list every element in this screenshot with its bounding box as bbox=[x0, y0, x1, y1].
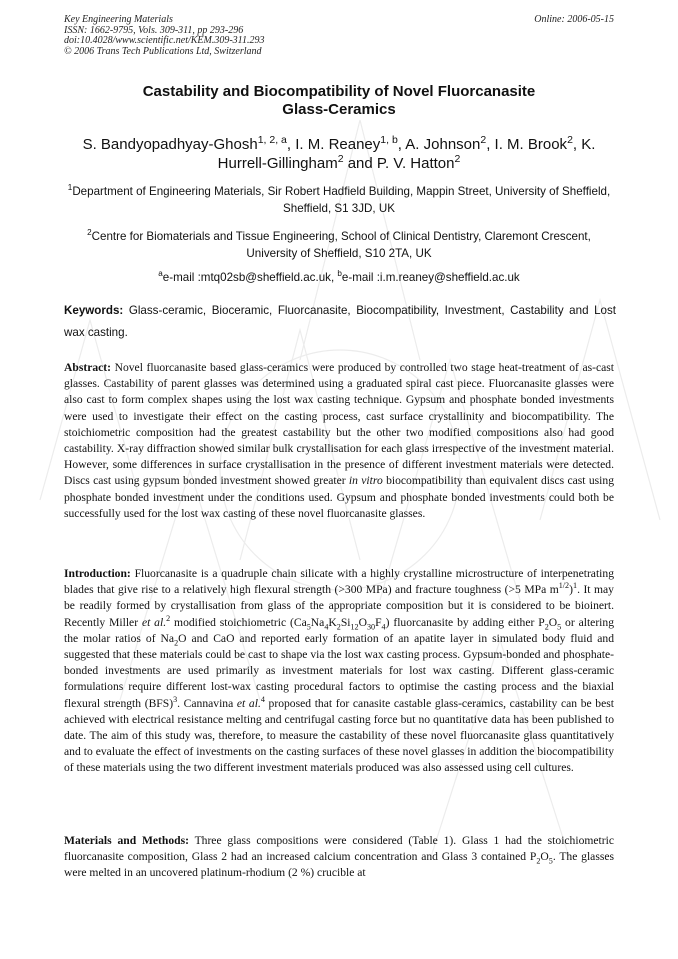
keywords bbox=[64, 300, 616, 344]
formula-sub: 5 bbox=[306, 621, 311, 631]
abstract-paragraph bbox=[64, 360, 614, 522]
materials-text: Three glass compositions were considered (Table 1). Glass 1 had the stoichiometric fluorcanasite composition, Glass 2 had an increased calcium concentration and Glass 3 contained P bbox=[64, 834, 614, 864]
intro-text: . It may be readily formed by crystallisation from glass of the appropriate composition but it is considered to be bioinert. Recently Miller bbox=[64, 583, 614, 629]
affiliation-2 bbox=[62, 229, 616, 262]
online-date: Online: 2006-05-15 bbox=[534, 14, 614, 25]
abstract-label: Abstract: bbox=[64, 361, 112, 374]
citation-ref: 2 bbox=[166, 613, 171, 623]
formula-el: Si bbox=[340, 615, 351, 629]
author-name: , I. M. Reaney bbox=[286, 136, 381, 153]
formula-el: O bbox=[358, 615, 367, 629]
author-affiliation-mark: 2 bbox=[567, 134, 573, 146]
author-name: and P. V. Hatton bbox=[343, 155, 455, 172]
intro-text: ) fluorcanasite by adding either P bbox=[385, 615, 545, 629]
citation-ref: 3 bbox=[173, 694, 178, 704]
intro-text: O and CaO and reported early formation of an apatite layer in simulated body fluid and suggested that these materials could be cast to shape via the lost wax casting process. Gypsum-bonded and phosphate-bonded investments are used primarily as investment materials for lost wax casting. Different glass-ceramic formulations require different lost-wax casting procedural factors to optimise the casting process and the biaxial flexural strength (BFS) bbox=[64, 631, 615, 710]
author-affiliation-mark: 1, 2, a bbox=[257, 134, 287, 146]
affiliation-text: Department of Engineering Materials, Sir Robert Hadfield Building, Mappin Street, University of Sheffield, Sheffield, S1 3JD, UK bbox=[72, 185, 611, 215]
intro-text: ) bbox=[569, 583, 573, 597]
abstract-text: Novel fluorcanasite based glass-ceramics were produced by controlled two stage heat-treatment of as-cast glasses. Castability of parent glasses was determined using a graduated spiral cast piece. Fluorcanasite glasses were also cast to form complex shapes using the lost wax casting technique. Gypsum and phosphate bonded investments were used to investigate their effect on the casting process, cast surface crystallinity and biocompatibility. The stoichiometric composition had the greatest castability but the other two modified compositions also had good castability. X-ray diffraction showed similar bulk crystallisation for each glass irrespective of the investment material. However, some differences in surface crystallisation in the presence of different investment materials were detected. Discs cast using gypsum bonded investment showed greater bbox=[64, 361, 614, 488]
formula-sub: 2 bbox=[174, 638, 179, 648]
formula-sub: 4 bbox=[381, 621, 386, 631]
keywords-label: Keywords: bbox=[64, 304, 124, 317]
formula-sub: 30 bbox=[366, 621, 376, 631]
formula-sub: 4 bbox=[324, 621, 329, 631]
title-line-1: Castability and Biocompatibility of Novel Fluorcanasite bbox=[142, 83, 536, 100]
author-name: S. Bandyopadhyay-Ghosh bbox=[82, 136, 258, 153]
affiliation-mark: 2 bbox=[87, 228, 92, 238]
email-mark: b bbox=[337, 269, 342, 279]
email-line bbox=[62, 270, 616, 287]
author-name: , I. M. Brook bbox=[486, 136, 568, 153]
formula-sub: 5 bbox=[548, 856, 553, 866]
paper-title bbox=[60, 83, 618, 119]
formula-sub: 2 bbox=[536, 856, 541, 866]
formula-sub: 2 bbox=[544, 621, 549, 631]
formula-el: Na bbox=[310, 615, 325, 629]
formula-sub: 5 bbox=[557, 621, 562, 631]
keywords-text: Glass-ceramic, Bioceramic, Fluorcanasite, Biocompatibility, Investment, Castability and Lost wax casting. bbox=[64, 304, 616, 339]
materials-label: Materials and Methods: bbox=[64, 834, 189, 847]
intro-text: Fluorcanasite is a quadruple chain silicate with a highly crystalline microstructure of interpenetrating blades that give rise to a relatively high flexural strength (>300 MPa) and fracture toughness (>5 MPa m bbox=[64, 567, 614, 597]
journal-header bbox=[64, 15, 614, 57]
intro-text: modified stoichiometric (Ca bbox=[170, 615, 307, 629]
formula-el: F bbox=[375, 615, 382, 629]
intro-text: or altering the molar ratios of Na bbox=[64, 615, 615, 645]
formula-el: K bbox=[328, 615, 337, 629]
affiliation-1 bbox=[62, 184, 616, 217]
materials-methods-paragraph bbox=[64, 833, 614, 882]
author-name: , K. Hurrell-Gillingham bbox=[217, 136, 596, 172]
formula-sub: 2 bbox=[336, 621, 341, 631]
email-text: e-mail :i.m.reaney@sheffield.ac.uk bbox=[341, 271, 520, 284]
introduction-paragraph bbox=[64, 566, 614, 777]
citation-ref: 1 bbox=[573, 581, 578, 591]
abstract-italic: in vitro bbox=[348, 474, 383, 488]
journal-copyright: © 2006 Trans Tech Publications Ltd, Switzerland bbox=[64, 45, 262, 57]
author-affiliation-mark: 1, b bbox=[380, 134, 398, 146]
formula-sub: 12 bbox=[350, 621, 359, 631]
intro-italic: et al. bbox=[236, 696, 261, 710]
author-affiliation-mark: 2 bbox=[454, 153, 461, 165]
journal-name: Key Engineering Materials bbox=[64, 14, 173, 25]
email-mark: a bbox=[158, 269, 163, 279]
journal-doi: doi:10.4028/www.scientific.net/KEM.309-311.293 bbox=[64, 35, 265, 47]
author-affiliation-mark: 2 bbox=[337, 153, 344, 165]
author-name: , A. Johnson bbox=[397, 136, 481, 153]
author-list bbox=[60, 135, 618, 173]
formula-el: O bbox=[540, 850, 549, 864]
affiliation-mark: 1 bbox=[67, 183, 73, 193]
introduction-label: Introduction: bbox=[64, 567, 131, 580]
abstract-text: biocompatibility than equivalent discs cast using phosphate bonded investment under the conditions used. Gypsum and phosphate bonded investments could both be successfully used for the lost wax casting of these novel fluorcanasite glasses. bbox=[64, 474, 614, 520]
intro-sup: 1/2 bbox=[558, 581, 570, 591]
affiliation-text: Centre for Biomaterials and Tissue Engineering, School of Clinical Dentistry, Claremont Crescent, University of Sheffield, S10 2TA, UK bbox=[91, 230, 591, 260]
intro-italic: et al. bbox=[141, 615, 167, 629]
materials-text: . The glasses were melted in an uncovered platinum-rhodium (2 %) crucible at bbox=[64, 850, 615, 880]
title-line-2: Glass-Ceramics bbox=[282, 101, 396, 118]
intro-text: . Cannavina bbox=[177, 696, 237, 710]
email-text: e-mail :mtq02sb@sheffield.ac.uk, bbox=[162, 271, 338, 284]
formula-el: O bbox=[548, 615, 558, 629]
journal-issn: ISSN: 1662-9795, Vols. 309-311, pp 293-296 bbox=[64, 24, 244, 36]
citation-ref: 4 bbox=[260, 694, 265, 704]
author-affiliation-mark: 2 bbox=[480, 134, 487, 146]
intro-text: proposed that for canasite castable glass-ceramics, castability can be best achieved with electrical resistance melting and centrifugal casting force but no quantitative data has been published to date. The aim of this study was, therefore, to measure the castability of these novel fluorcanasite glass quantitatively and to evaluate the effect of investments on the casting surfaces of these novel glasses in addition the biocompatibility of these materials using the two different investment materials produced was also assessed using cell cultures. bbox=[64, 696, 614, 775]
